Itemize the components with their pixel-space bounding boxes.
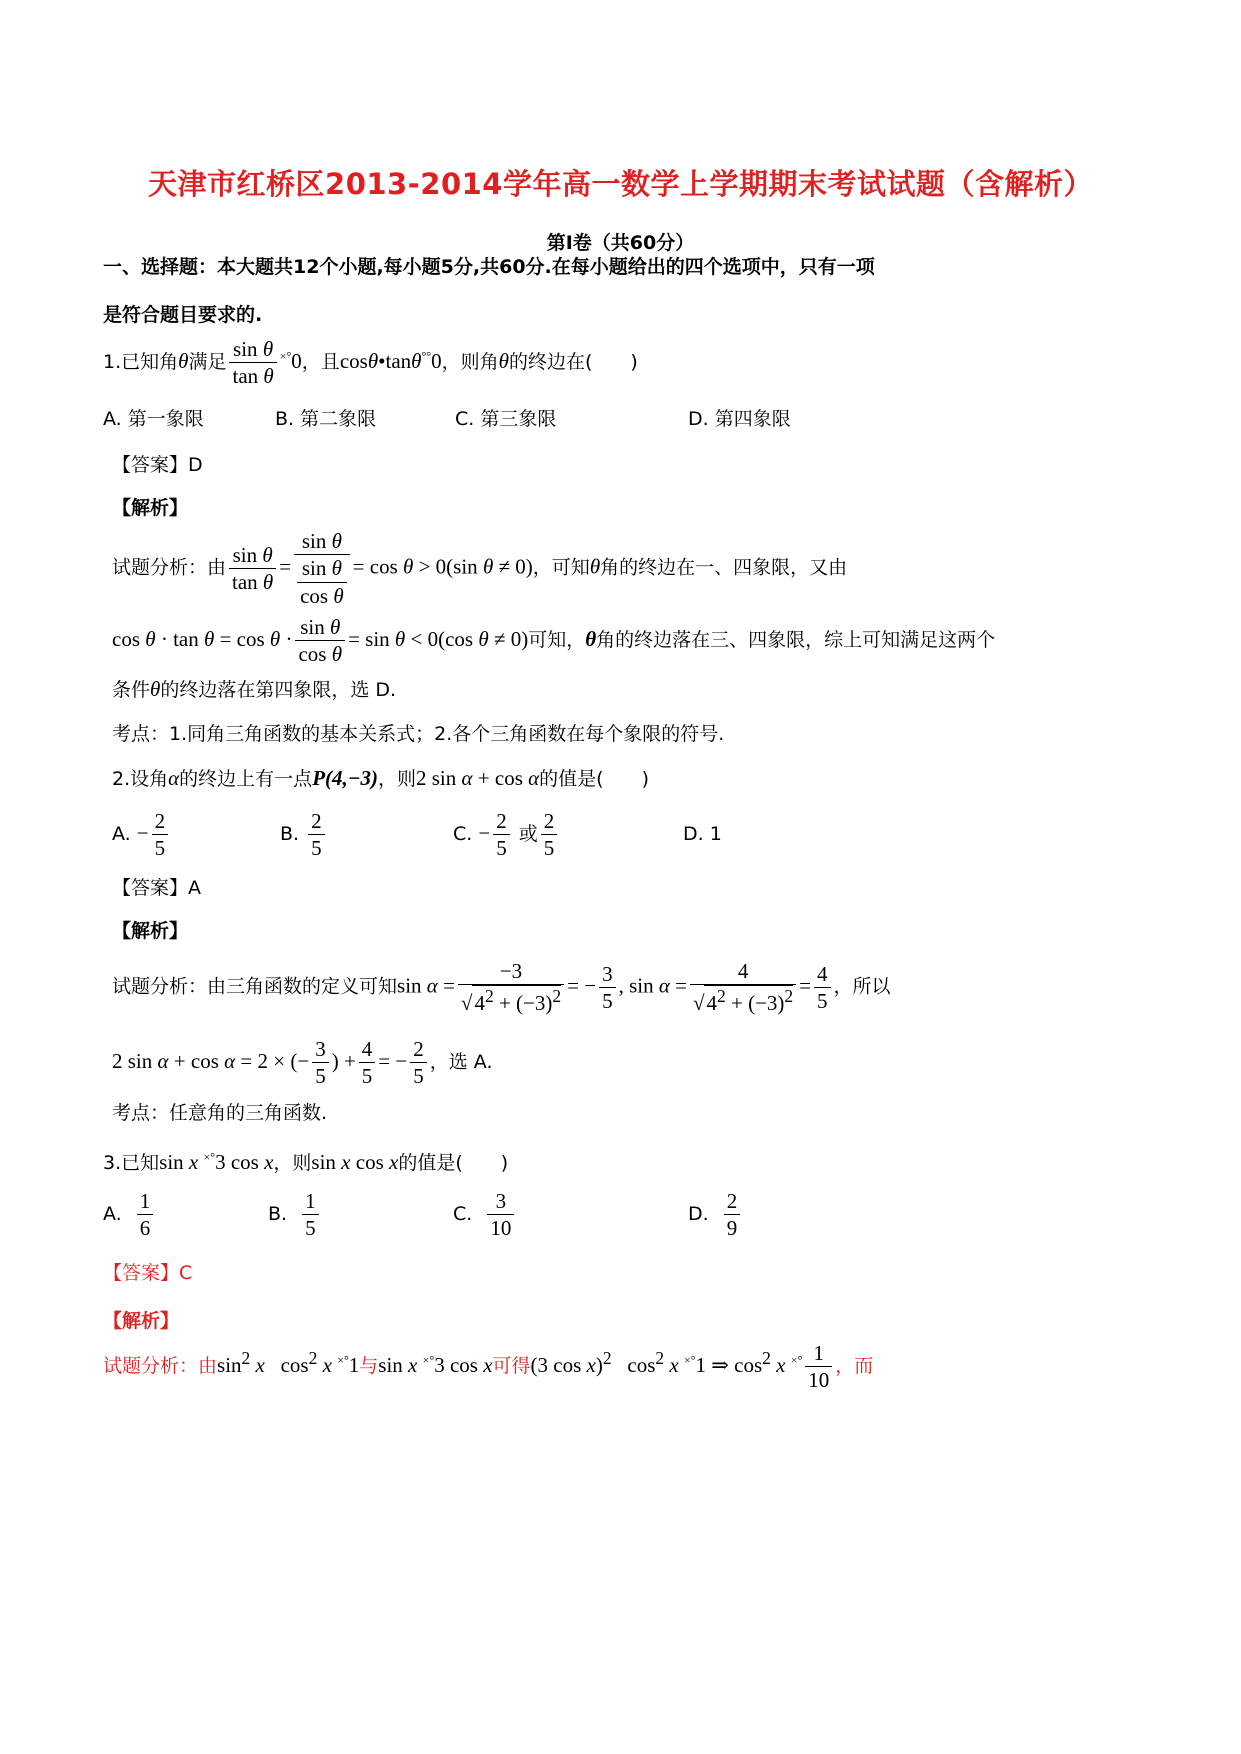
q3-option-b: B. $\frac{1}{5}$ (268, 1188, 322, 1242)
q1-analysis-prefix: 试题分析：由 (112, 556, 227, 579)
q2-mid: 的终边上有一点 (179, 768, 313, 790)
q1-text-3: ，则角 (441, 350, 499, 373)
q3-option-c-label: C. (453, 1202, 473, 1225)
q2-option-b-label: B. (280, 822, 300, 845)
q2-option-a: A. − $\frac{2}{5}$ (112, 808, 171, 862)
q1-text: 满足 (188, 350, 227, 373)
q1-text-4: 的终边在( ) (508, 350, 638, 373)
q3-mid: ，则 (273, 1152, 312, 1174)
q2-option-d: D. 1 (683, 823, 722, 845)
q3-analysis-label: 【解析】 (103, 1310, 180, 1332)
q3-option-c: C. $\frac{3}{10}$ (453, 1188, 517, 1242)
q1-answer: 【答案】D (112, 454, 203, 476)
q2-option-b: B. $\frac{2}{5}$ (280, 808, 328, 862)
q3-answer: 【答案】C (103, 1262, 193, 1284)
q2-analysis-line2: 2 sin α + cos α = 2 × (− $\frac{3}{5}$ ) + $\frac{4}{5}$ = − $\frac{2}{5}$ ，选 A. (112, 1037, 493, 1089)
q3-analysis-end: ，而 (835, 1354, 874, 1377)
q2-point: P(4,−3) (312, 766, 378, 790)
q1-option-c: C. 第三象限 (455, 408, 557, 430)
q3-analysis-line1: 试题分析：由$\sin^2 x$ $\cos^2 x$ ×°1与sin x ×°3 cos x可得(3 cos x)$^2$ $\cos^2 x$ ×°1 ⇒ $\cos^2 x$ ×° $\frac{1}{10}$ ，而 (103, 1341, 874, 1393)
question-2: 2.设角α的终边上有一点P(4,−3)，则2 sin α + cos α的值是( ) (112, 766, 649, 790)
volume-heading: 第Ⅰ卷（共60分） (546, 232, 695, 254)
q1-analysis-line1: 试题分析：由 $\frac{\text{sin θ}}{\text{tan θ}}$ = $\frac{\text{sin θ}}{\frac{\text{sin θ}}{\text{cos θ}}}$ = cos θ > 0(sin θ ≠ 0)，可知θ角的终边在一、四象限，又由 (112, 529, 848, 608)
q2-option-a-label: A. (112, 822, 131, 845)
q3-option-a-label: A. (103, 1202, 122, 1225)
q2-analysis-line1: 试题分析：由三角函数的定义可知sin α = $\frac{-3}{√4^2 + (-3)^2}$ = − $\frac{3}{5}$ , sin α = $\frac{4}{√4^2 + (-3)^2}$ = $\frac{4}{5}$ ，所以 (112, 959, 891, 1016)
q2-or: 或 (518, 822, 538, 845)
q1-option-d: D. 第四象限 (688, 408, 791, 430)
q1-analysis-mid: ，可知 (532, 556, 590, 579)
q2-prefix: 2.设角 (112, 768, 169, 790)
q2-option-c: C. − $\frac{2}{5}$ 或 $\frac{2}{5}$ (453, 808, 560, 862)
q2-analysis-mid: ，所以 (833, 975, 891, 998)
q1-analysis-label: 【解析】 (112, 497, 189, 519)
q1-analysis-line3-a: 条件 (112, 679, 151, 701)
q3-option-a: A. $\frac{1}{6}$ (103, 1188, 156, 1242)
q3-option-d: D. $\frac{2}{9}$ (688, 1188, 743, 1242)
q1-option-b: B. 第二象限 (275, 408, 377, 430)
question-3: 3.已知sin x ×°3 cos x，则sin x cos x的值是( ) (103, 1150, 509, 1174)
q1-text-2: ，且 (301, 350, 340, 373)
section-instructions-line2: 是符合题目要求的. (103, 304, 263, 326)
q2-analysis-label: 【解析】 (112, 920, 189, 942)
q3-prefix: 3.已知 (103, 1152, 160, 1174)
q1-prefix: 1.已知角 (103, 350, 179, 373)
q3-analysis-prefix: 试题分析：由 (103, 1354, 218, 1377)
document-title: 天津市红桥区2013-2014学年高一数学上学期期末考试试题（含解析） (148, 167, 1093, 201)
q1-kaodian: 考点：1.同角三角函数的基本关系式；2.各个三角函数在每个象限的符号. (112, 723, 725, 745)
q3-analysis-mid1: 与 (359, 1354, 379, 1377)
q1-analysis-line2-mid: 可知， (528, 628, 586, 651)
q1-analysis-line2: cos θ · tan θ = cos θ · $\frac{\text{sin θ}}{\text{cos θ}}$ = sin θ < 0(cos θ ≠ 0)可知，θ角的终边落在三、四象限，综上可知满足这两个 (112, 615, 996, 667)
q2-end: 的值是( ) (539, 768, 649, 790)
q1-analysis-line3-b: 的终边落在第四象限，选 D. (160, 679, 397, 701)
q3-option-b-label: B. (268, 1202, 288, 1225)
q2-kaodian: 考点：任意角的三角函数. (112, 1102, 328, 1124)
q1-fraction: $\frac{\text{sin θ}}{\text{tan θ}}$ (229, 336, 276, 390)
q3-analysis-mid2: 可得 (492, 1354, 531, 1377)
section-instructions-line1: 一、选择题：本大题共12个小题,每小题5分,共60分.在每小题给出的四个选项中，只有一项 (103, 256, 875, 278)
q3-option-d-label: D. (688, 1202, 709, 1225)
q2-option-c-label: C. (453, 822, 473, 845)
q1-analysis-mid2: 角的终边在一、四象限，又由 (600, 556, 848, 579)
q2-analysis-end: ，选 A. (429, 1050, 493, 1073)
q2-analysis-prefix: 试题分析：由三角函数的定义可知 (112, 975, 398, 998)
question-1: 1.已知角θ满足 $\frac{\text{sin θ}}{\text{tan θ}}$ ×°0，且cosθ•tanθ°°0，则角θ的终边在( ) (103, 337, 638, 389)
q1-analysis-line3: 条件θ的终边落在第四象限，选 D. (112, 677, 397, 701)
q1-option-a: A. 第一象限 (103, 408, 204, 430)
q2-answer: 【答案】A (112, 877, 201, 899)
q1-analysis-line2-end: 角的终边落在三、四象限，综上可知满足这两个 (596, 628, 996, 651)
q2-mid2: ，则 (377, 768, 416, 790)
q3-end: 的值是( ) (398, 1152, 509, 1174)
